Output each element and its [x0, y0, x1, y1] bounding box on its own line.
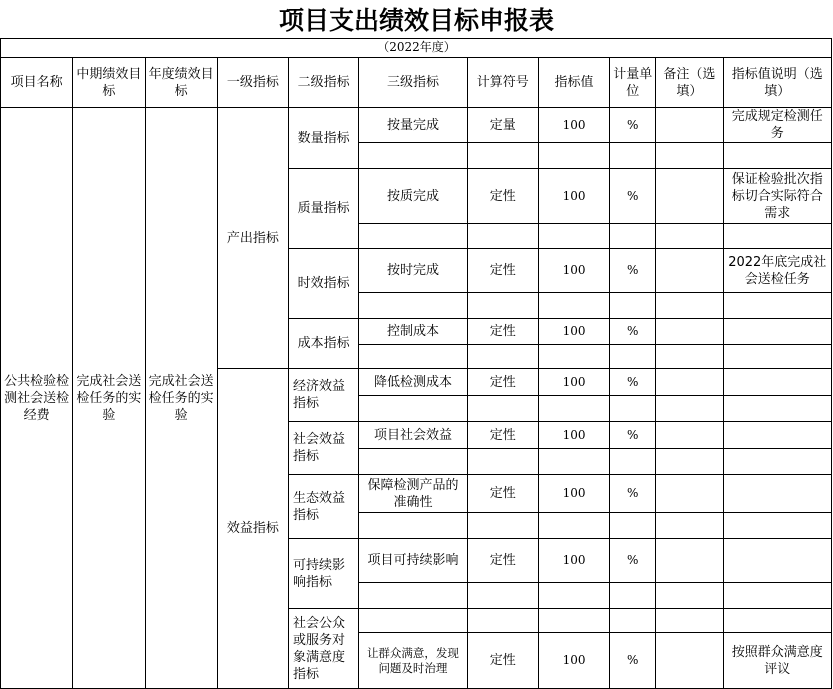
desc-cell: [723, 143, 831, 169]
value-cell: [538, 449, 609, 475]
header-level3: 三级指标: [359, 58, 467, 108]
header-remark: 备注（选填）: [656, 58, 723, 108]
desc-cell: [723, 345, 831, 369]
unit-cell: [610, 396, 656, 422]
calc-cell: 定性: [467, 319, 538, 345]
desc-cell: [723, 609, 831, 633]
value-cell: 100: [538, 633, 609, 689]
desc-cell: 2022年底完成社会送检任务: [723, 249, 831, 293]
value-cell: [538, 345, 609, 369]
unit-cell: %: [610, 169, 656, 224]
remark-cell: [656, 513, 723, 539]
value-cell: [538, 396, 609, 422]
mid-goal-cell: 完成社会送检任务的实验: [73, 108, 145, 689]
calc-cell: [467, 345, 538, 369]
value-cell: 100: [538, 422, 609, 449]
calc-cell: 定性: [467, 249, 538, 293]
remark-cell: [656, 224, 723, 249]
desc-cell: [723, 369, 831, 396]
remark-cell: [656, 369, 723, 396]
remark-cell: [656, 475, 723, 513]
header-level1: 一级指标: [217, 58, 288, 108]
desc-cell: [723, 422, 831, 449]
unit-cell: [610, 293, 656, 319]
page-title: 项目支出绩效目标申报表: [278, 6, 554, 35]
header-unit: 计量单位: [610, 58, 656, 108]
desc-cell: [723, 583, 831, 609]
level3-cell: 按时完成: [359, 249, 467, 293]
remark-cell: [656, 143, 723, 169]
header-indicator-value: 指标值: [538, 58, 609, 108]
level3-cell: [359, 513, 467, 539]
value-cell: 100: [538, 108, 609, 143]
table-row: [1, 108, 832, 143]
value-cell: [538, 224, 609, 249]
level2-cell: 数量指标: [289, 108, 359, 169]
desc-cell: [723, 513, 831, 539]
desc-cell: [723, 396, 831, 422]
remark-cell: [656, 319, 723, 345]
level2-cell: 社会效益指标: [289, 422, 359, 475]
remark-cell: [656, 583, 723, 609]
value-cell: [538, 293, 609, 319]
value-cell: 100: [538, 319, 609, 345]
level2-cell: 可持续影响指标: [289, 539, 359, 609]
remark-cell: [656, 422, 723, 449]
calc-cell: 定性: [467, 422, 538, 449]
remark-cell: [656, 293, 723, 319]
calc-cell: 定量: [467, 108, 538, 143]
level2-cell: 时效指标: [289, 249, 359, 319]
level3-cell: [359, 345, 467, 369]
calc-cell: [467, 609, 538, 633]
header-annual-goal: 年度绩效目标: [145, 58, 217, 108]
calc-cell: 定性: [467, 169, 538, 224]
unit-cell: %: [610, 633, 656, 689]
value-cell: [538, 609, 609, 633]
level3-cell: 控制成本: [359, 319, 467, 345]
value-cell: [538, 513, 609, 539]
unit-cell: [610, 583, 656, 609]
value-cell: [538, 143, 609, 169]
value-cell: 100: [538, 169, 609, 224]
calc-cell: [467, 143, 538, 169]
desc-cell: [723, 475, 831, 513]
level3-cell: 降低检测成本: [359, 369, 467, 396]
level3-cell: [359, 224, 467, 249]
header-level2: 二级指标: [289, 58, 359, 108]
value-cell: [538, 583, 609, 609]
unit-cell: [610, 513, 656, 539]
level1-benefit-cell: 效益指标: [217, 369, 288, 689]
unit-cell: [610, 224, 656, 249]
level3-cell: 按质完成: [359, 169, 467, 224]
header-project-name: 项目名称: [1, 58, 73, 108]
desc-cell: 按照群众满意度评议: [723, 633, 831, 689]
year-label: （2022年度）: [377, 40, 456, 54]
remark-cell: [656, 249, 723, 293]
level3-cell: [359, 396, 467, 422]
desc-cell: 完成规定检测任务: [723, 108, 831, 143]
remark-cell: [656, 169, 723, 224]
calc-cell: [467, 449, 538, 475]
header-mid-goal: 中期绩效目标: [73, 58, 145, 108]
unit-cell: %: [610, 108, 656, 143]
remark-cell: [656, 633, 723, 689]
annual-goal-cell: 完成社会送检任务的实验: [145, 108, 217, 689]
calc-cell: [467, 513, 538, 539]
performance-table: [0, 57, 832, 689]
desc-cell: 保证检验批次指标切合实际符合需求: [723, 169, 831, 224]
header-row: [1, 58, 832, 108]
level3-cell: 项目社会效益: [359, 422, 467, 449]
unit-cell: %: [610, 539, 656, 583]
value-cell: 100: [538, 539, 609, 583]
calc-cell: 定性: [467, 369, 538, 396]
project-name-cell: 公共检验检测社会送检经费: [1, 108, 73, 689]
calc-cell: 定性: [467, 539, 538, 583]
level2-cell: 经济效益指标: [289, 369, 359, 422]
remark-cell: [656, 396, 723, 422]
desc-cell: [723, 293, 831, 319]
value-cell: 100: [538, 369, 609, 396]
desc-cell: [723, 224, 831, 249]
unit-cell: %: [610, 249, 656, 293]
desc-cell: [723, 449, 831, 475]
level1-output-cell: 产出指标: [217, 108, 288, 369]
unit-cell: [610, 609, 656, 633]
level2-cell: 质量指标: [289, 169, 359, 249]
level3-cell: [359, 449, 467, 475]
calc-cell: [467, 224, 538, 249]
calc-cell: 定性: [467, 475, 538, 513]
unit-cell: %: [610, 422, 656, 449]
value-cell: 100: [538, 475, 609, 513]
unit-cell: %: [610, 475, 656, 513]
level3-cell: 保障检测产品的准确性: [359, 475, 467, 513]
remark-cell: [656, 449, 723, 475]
level3-cell: [359, 293, 467, 319]
desc-cell: [723, 539, 831, 583]
level3-cell: 按量完成: [359, 108, 467, 143]
remark-cell: [656, 539, 723, 583]
calc-cell: [467, 396, 538, 422]
level3-cell: [359, 143, 467, 169]
remark-cell: [656, 108, 723, 143]
unit-cell: [610, 345, 656, 369]
remark-cell: [656, 345, 723, 369]
unit-cell: [610, 143, 656, 169]
calc-cell: [467, 583, 538, 609]
level2-cell: 社会公众或服务对象满意度指标: [289, 609, 359, 689]
desc-cell: [723, 319, 831, 345]
unit-cell: %: [610, 369, 656, 396]
calc-cell: [467, 293, 538, 319]
level3-cell: 项目可持续影响: [359, 539, 467, 583]
level3-cell: 让群众满意，发现问题及时治理: [359, 633, 467, 689]
unit-cell: %: [610, 319, 656, 345]
remark-cell: [656, 609, 723, 633]
level2-cell: 成本指标: [289, 319, 359, 369]
level2-cell: 生态效益指标: [289, 475, 359, 539]
calc-cell: 定性: [467, 633, 538, 689]
header-calc-symbol: 计算符号: [467, 58, 538, 108]
header-value-desc: 指标值说明（选填）: [723, 58, 831, 108]
unit-cell: [610, 449, 656, 475]
level3-cell: [359, 609, 467, 633]
level3-cell: [359, 583, 467, 609]
value-cell: 100: [538, 249, 609, 293]
